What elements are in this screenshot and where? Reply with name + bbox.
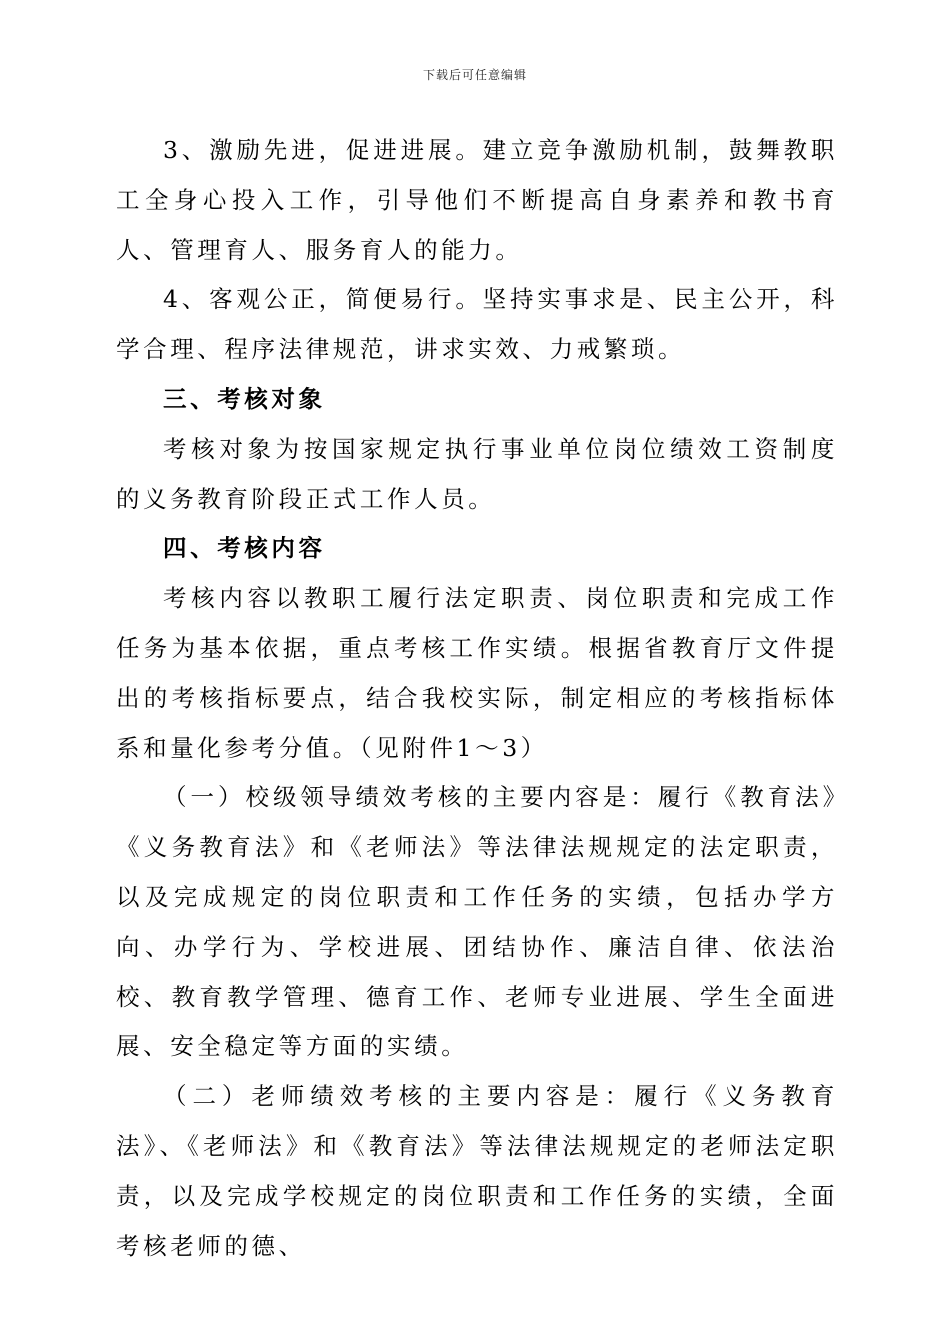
section-heading-assessment-content: 四、考核内容 [163, 534, 326, 563]
paragraph-teacher-assessment: （二）老师绩效考核的主要内容是：履行《义务教育法》、《老师法》和《教育法》等法律法规规定的老师法定职责，以及完成学校规定的岗位职责和工作任务的实绩，全面考核老师的德、 [116, 1082, 838, 1260]
paragraph-assessment-targets: 考核对象为按国家规定执行事业单位岗位绩效工资制度的义务教育阶段正式工作人员。 [116, 434, 838, 513]
section-heading-assessment-targets: 三、考核对象 [163, 384, 326, 413]
paragraph-school-leader-assessment: （一）校级领导绩效考核的主要内容是：履行《教育法》《义务教育法》和《老师法》等法律法规规定的法定职责，以及完成规定的岗位职责和工作任务的实绩，包括办学方向、办学行为、学校进展、团结协作、廉洁自律、依法治校、教育教学管理、德育工作、老师专业进展、学生全面进展、安全稳定等方面的实绩。 [116, 783, 838, 1061]
paragraph-principle-3: 3、激励先进，促进进展。建立竞争激励机制，鼓舞教职工全身心投入工作，引导他们不断提高自身素养和教书育人、管理育人、服务育人的能力。 [116, 136, 838, 264]
paragraph-principle-4: 4、客观公正，简便易行。坚持实事求是、民主公开，科学合理、程序法律规范，讲求实效、力戒繁琐。 [116, 285, 838, 364]
document-body [116, 126, 838, 1271]
paragraph-assessment-content: 考核内容以教职工履行法定职责、岗位职责和完成工作任务为基本依据，重点考核工作实绩。根据省教育厅文件提出的考核指标要点，结合我校实际，制定相应的考核指标体系和量化参考分值。（见附件1～3） [116, 584, 838, 762]
header-note: 下载后可任意编辑 [422, 68, 527, 82]
